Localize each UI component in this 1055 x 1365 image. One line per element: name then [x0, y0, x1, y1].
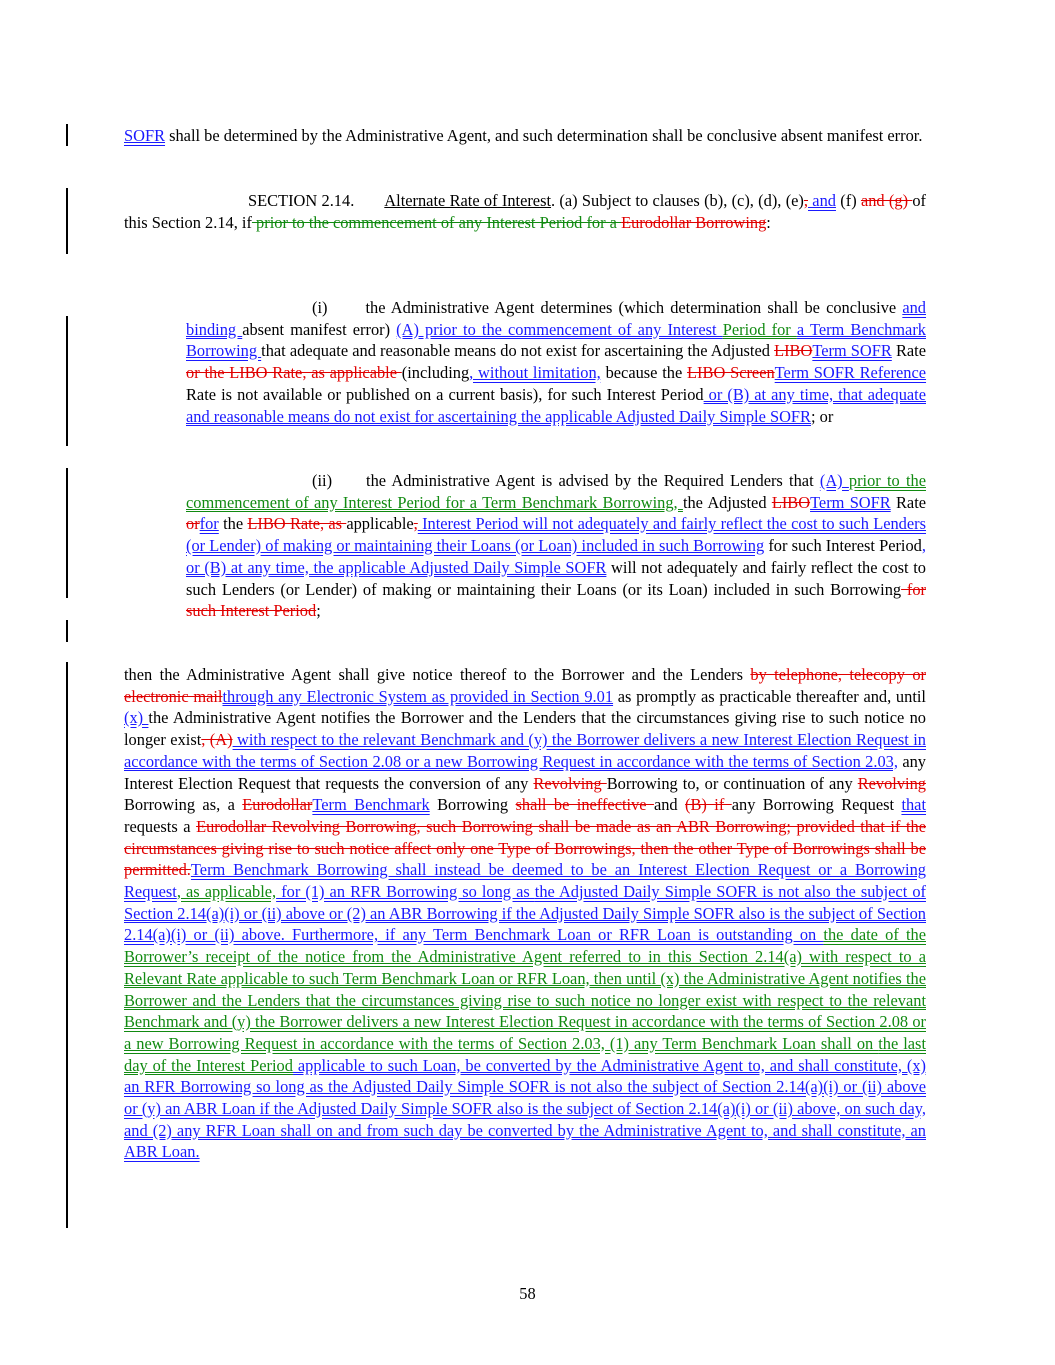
section-number: SECTION 2.14. [248, 191, 355, 210]
paragraph-sofr-determination [124, 125, 926, 147]
body-text: shall be determined by the Administrative Agent, and such determination shall be conclusive absent manifest error. [165, 126, 923, 145]
change-bar [66, 124, 68, 146]
change-bar [66, 662, 68, 1228]
page-number: 58 [519, 1284, 536, 1303]
change-bar [66, 188, 68, 254]
clause-label: (i) [312, 298, 328, 317]
clause-ii-paragraph: (ii) the Administrative Agent is advised by the Required Lenders that (A) prior to the commencement of any Interest Period for a Term Benchmark Borrowing, the Adjusted LIBOTerm SOFR Rate orfor the LIBO Rate, as applicable, Interest Period will not adequately and fairly reflect the cost to such Lenders (or Lender) of making or maintaining their Loans (or Loan) included in such Borrowing for such Interest Period, or (B) at any time, the applicable Adjusted Daily Simple SOFR will not adequately and fairly reflect the cost to such Lenders (or Lender) of making or maintaining their Loans (or its Loan) included in such Borrowing for such Interest Period; [186, 471, 927, 621]
change-bar [66, 468, 68, 598]
clause-i-paragraph: (i) the Administrative Agent determines (which determination shall be conclusive and binding absent manifest error) (A) prior to the commencement of any Interest Period for a Term Benchmark Borrowing that adequate and reasonable means do not exist for ascertaining the Adjusted LIBOTerm SOFR Rate or the LIBO Rate, as applicable (including, without limitation, because the LIBO ScreenTerm SOFR Reference Rate is not available or published on a current basis), for such Interest Period or (B) at any time, that adequate and reasonable means do not exist for ascertaining the applicable Adjusted Daily Simple SOFR; or [186, 298, 927, 426]
notice-paragraph: then the Administrative Agent shall give notice thereof to the Borrower and the Lenders by telephone, telecopy or electronic mailthrough any Electronic System as provided in Section 9.01 as promptly as practicable thereafter and, until (x) the Administrative Agent notifies the Borrower and the Lenders that the circumstances giving rise to such notice no longer exist, (A) with respect to the relevant Benchmark and (y) the Borrower delivers a new Interest Election Request in accordance with the terms of Section 2.08 or a new Borrowing Request in accordance with the terms of Section 2.03, any Interest Election Request that requests the conversion of any Revolving Borrowing to, or continuation of any Revolving Borrowing as, a EurodollarTerm Benchmark Borrowing shall be ineffective and (B) if any Borrowing Request that requests a Eurodollar Revolving Borrowing, such Borrowing shall be made as an ABR Borrowing; provided that if the circumstances giving rise to such notice affect only one Type of Borrowings, then the other Type of Borrowings shall be permitted.Term Benchmark Borrowing shall instead be deemed to be an Interest Election Request or a Borrowing Request, as applicable, for (1) an RFR Borrowing so long as the Adjusted Daily Simple SOFR is not also the subject of Section 2.14(a)(i) or (ii) above or (2) an ABR Borrowing if the Adjusted Daily Simple SOFR also is the subject of Section 2.14(a)(i) or (ii) above. Furthermore, if any Term Benchmark Loan or RFR Loan is outstanding on the date of the Borrower’s receipt of the notice from the Administrative Agent referred to in this Section 2.14(a) with respect to a Relevant Rate applicable to such Term Benchmark Loan or RFR Loan, then until (x) the Administrative Agent notifies the Borrower and the Lenders that the circumstances giving rise to such notice no longer exist with respect to the relevant Benchmark and (y) the Borrower delivers a new Interest Election Request in accordance with the terms of Section 2.08 or a new Borrowing Request in accordance with the terms of Section 2.03, (1) any Term Benchmark Loan shall on the last day of the Interest Period applicable to such Loan, be converted by the Administrative Agent to, and shall constitute, (x) an RFR Borrowing so long as the Adjusted Daily Simple SOFR is not also the subject of Section 2.14(a)(i) or (ii) above or (y) an ABR Loan if the Adjusted Daily Simple SOFR also is the subject of Section 2.14(a)(i) or (ii) above, on such day, and (2) any RFR Loan shall on and from such day be converted by the Administrative Agent to, and shall constitute, an ABR Loan. [124, 665, 927, 1162]
change-bar [66, 316, 68, 446]
clause-label: (ii) [312, 471, 333, 490]
inserted-text: SOFR [124, 126, 166, 145]
section-title: Alternate Rate of Interest [384, 191, 552, 210]
section-2-14-heading-paragraph: SECTION 2.14. Alternate Rate of Interest. (a) Subject to clauses (b), (c), (d), (e), and (f) and (g) of this Section 2.14, if prior to the commencement of any Interest Period for a Eurodollar Borrowing: [124, 191, 926, 232]
change-bar [66, 620, 68, 642]
